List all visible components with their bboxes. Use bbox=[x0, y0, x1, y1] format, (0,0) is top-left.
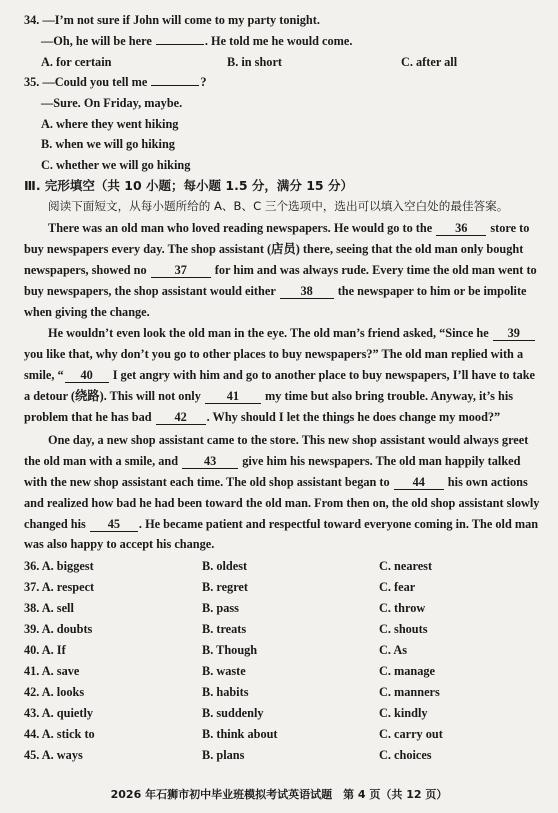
q35-blank bbox=[151, 85, 199, 86]
choice-b: B. pass bbox=[202, 601, 239, 615]
choice-c: C. throw bbox=[379, 601, 426, 615]
blank-45: 45 bbox=[90, 517, 138, 532]
choice-b: B. treats bbox=[202, 622, 247, 636]
passage-line bbox=[24, 282, 534, 301]
blank-43: 43 bbox=[182, 454, 238, 469]
blank-36: 36 bbox=[436, 221, 486, 236]
text: I get angry with him and go to another place to buy newspapers, I’ll have to take bbox=[109, 368, 536, 382]
q34-blank bbox=[156, 44, 204, 45]
passage-line: was also happy to accept his change. bbox=[24, 537, 215, 551]
passage-line bbox=[24, 452, 534, 471]
q34-option-c: C. after all bbox=[401, 55, 458, 69]
choice-a: 36. A. biggest bbox=[24, 559, 94, 573]
text: a detour (绕路). This will not only bbox=[24, 389, 204, 403]
text: the newspaper to him or be impolite bbox=[334, 284, 527, 298]
passage-line: One day, a new shop assistant came to the store. This new shop assistant would always greet bbox=[48, 433, 529, 447]
passage-line bbox=[24, 324, 534, 343]
passage-line bbox=[24, 515, 539, 534]
choice-a: 44. A. stick to bbox=[24, 727, 95, 741]
passage-line bbox=[24, 473, 534, 492]
passage-line bbox=[24, 387, 534, 406]
passage-line bbox=[24, 366, 534, 385]
choice-a: 42. A. looks bbox=[24, 685, 85, 699]
text: store to bbox=[487, 221, 530, 235]
choice-c: C. fear bbox=[379, 580, 416, 594]
blank-41: 41 bbox=[205, 389, 261, 404]
text: There was an old man who loved reading newspapers. He would go to the bbox=[48, 221, 436, 235]
text: the old man with a smile, and bbox=[24, 454, 182, 468]
q35-reply: —Sure. On Friday, maybe. bbox=[41, 96, 183, 110]
choice-a: 45. A. ways bbox=[24, 748, 83, 762]
choice-a: 43. A. quietly bbox=[24, 706, 94, 720]
passage-line: when giving the change. bbox=[24, 305, 150, 319]
text: changed his bbox=[24, 517, 89, 531]
q34-reply bbox=[24, 32, 534, 51]
choice-c: C. As bbox=[379, 643, 408, 657]
q34-option-b: B. in short bbox=[227, 55, 283, 69]
blank-37: 37 bbox=[151, 263, 211, 278]
choice-c: C. choices bbox=[379, 748, 432, 762]
q35-option-c: C. whether we will go hiking bbox=[41, 158, 191, 172]
text: my time but also bring trouble. Anyway, it’s his bbox=[261, 389, 514, 403]
choice-c: C. carry out bbox=[379, 727, 443, 741]
choice-a: 38. A. sell bbox=[24, 601, 74, 615]
section-instruction: 阅读下面短文，从每小题所给的 A、B、C 三个选项中，选出可以填入空白处的最佳答案。 bbox=[48, 199, 509, 213]
choice-b: B. regret bbox=[202, 580, 248, 594]
q34-stem: 34. —I’m not sure if John will come to my party tonight. bbox=[24, 13, 320, 27]
blank-39: 39 bbox=[493, 326, 535, 341]
text: for him and was always rude. Every time the old man went to bbox=[211, 263, 537, 277]
q35-option-a: A. where they went hiking bbox=[41, 117, 179, 131]
passage-line bbox=[24, 261, 537, 280]
blank-42: 42 bbox=[156, 410, 206, 425]
text: give him his newspapers. The old man happily talked bbox=[239, 454, 521, 468]
text: his own actions bbox=[444, 475, 528, 489]
choice-a: 41. A. save bbox=[24, 664, 80, 678]
blank-40: 40 bbox=[65, 368, 109, 383]
choice-a: 37. A. respect bbox=[24, 580, 95, 594]
text: newspapers, showed no bbox=[24, 263, 150, 277]
text: with the new shop assistant each time. The old shop assistant began to bbox=[24, 475, 393, 489]
choice-c: C. manage bbox=[379, 664, 436, 678]
blank-38: 38 bbox=[280, 284, 334, 299]
text: He wouldn’t even look the old man in the eye. The old man’s friend asked, “Since he bbox=[48, 326, 492, 340]
passage-line bbox=[24, 219, 534, 238]
choice-b: B. suddenly bbox=[202, 706, 264, 720]
passage-line: you like that, why don’t you go to other places to buy newspapers?” The old man replied with a bbox=[24, 347, 524, 361]
choice-c: C. nearest bbox=[379, 559, 433, 573]
choice-b: B. plans bbox=[202, 748, 245, 762]
q34-reply-a: —Oh, he will be here bbox=[41, 34, 152, 48]
choice-c: C. kindly bbox=[379, 706, 428, 720]
q34-option-a: A. for certain bbox=[41, 55, 112, 69]
choice-a: 40. A. If bbox=[24, 643, 66, 657]
page-footer: 2026 年石狮市初中毕业班模拟考试英语试题 第 4 页（共 12 页） bbox=[110, 788, 448, 801]
choice-c: C. shouts bbox=[379, 622, 428, 636]
q35-stem-a: 35. —Could you tell me bbox=[24, 75, 148, 89]
section-title: Ⅲ. 完形填空（共 10 小题；每小题 1.5 分，满分 15 分） bbox=[24, 178, 353, 193]
choice-b: B. waste bbox=[202, 664, 246, 678]
text: smile, “ bbox=[24, 368, 64, 382]
blank-44: 44 bbox=[394, 475, 444, 490]
text: buy newspapers, the shop assistant would either bbox=[24, 284, 279, 298]
q34-reply-b: . He told me he would come. bbox=[204, 34, 353, 48]
choice-a: 39. A. doubts bbox=[24, 622, 93, 636]
text: . He became patient and respectful toward everyone coming in. The old man bbox=[138, 517, 539, 531]
text: . Why should I let the things he does change my mood?” bbox=[206, 410, 501, 424]
q35-option-b: B. when we will go hiking bbox=[41, 137, 175, 151]
choice-b: B. habits bbox=[202, 685, 249, 699]
choice-b: B. think about bbox=[202, 727, 278, 741]
q35-stem-b: ? bbox=[200, 75, 207, 89]
q35-stem bbox=[24, 73, 534, 92]
passage-line: and realized how bad he had been toward the old man. From then on, the old shop assistant slowly bbox=[24, 496, 540, 510]
passage-line: buy newspapers every day. The shop assistant (店员) there, seeing that the old man only bought bbox=[24, 242, 524, 256]
choice-b: B. oldest bbox=[202, 559, 248, 573]
choice-c: C. manners bbox=[379, 685, 440, 699]
choice-b: B. Though bbox=[202, 643, 258, 657]
passage-line bbox=[24, 408, 534, 427]
text: problem that he has bad bbox=[24, 410, 155, 424]
